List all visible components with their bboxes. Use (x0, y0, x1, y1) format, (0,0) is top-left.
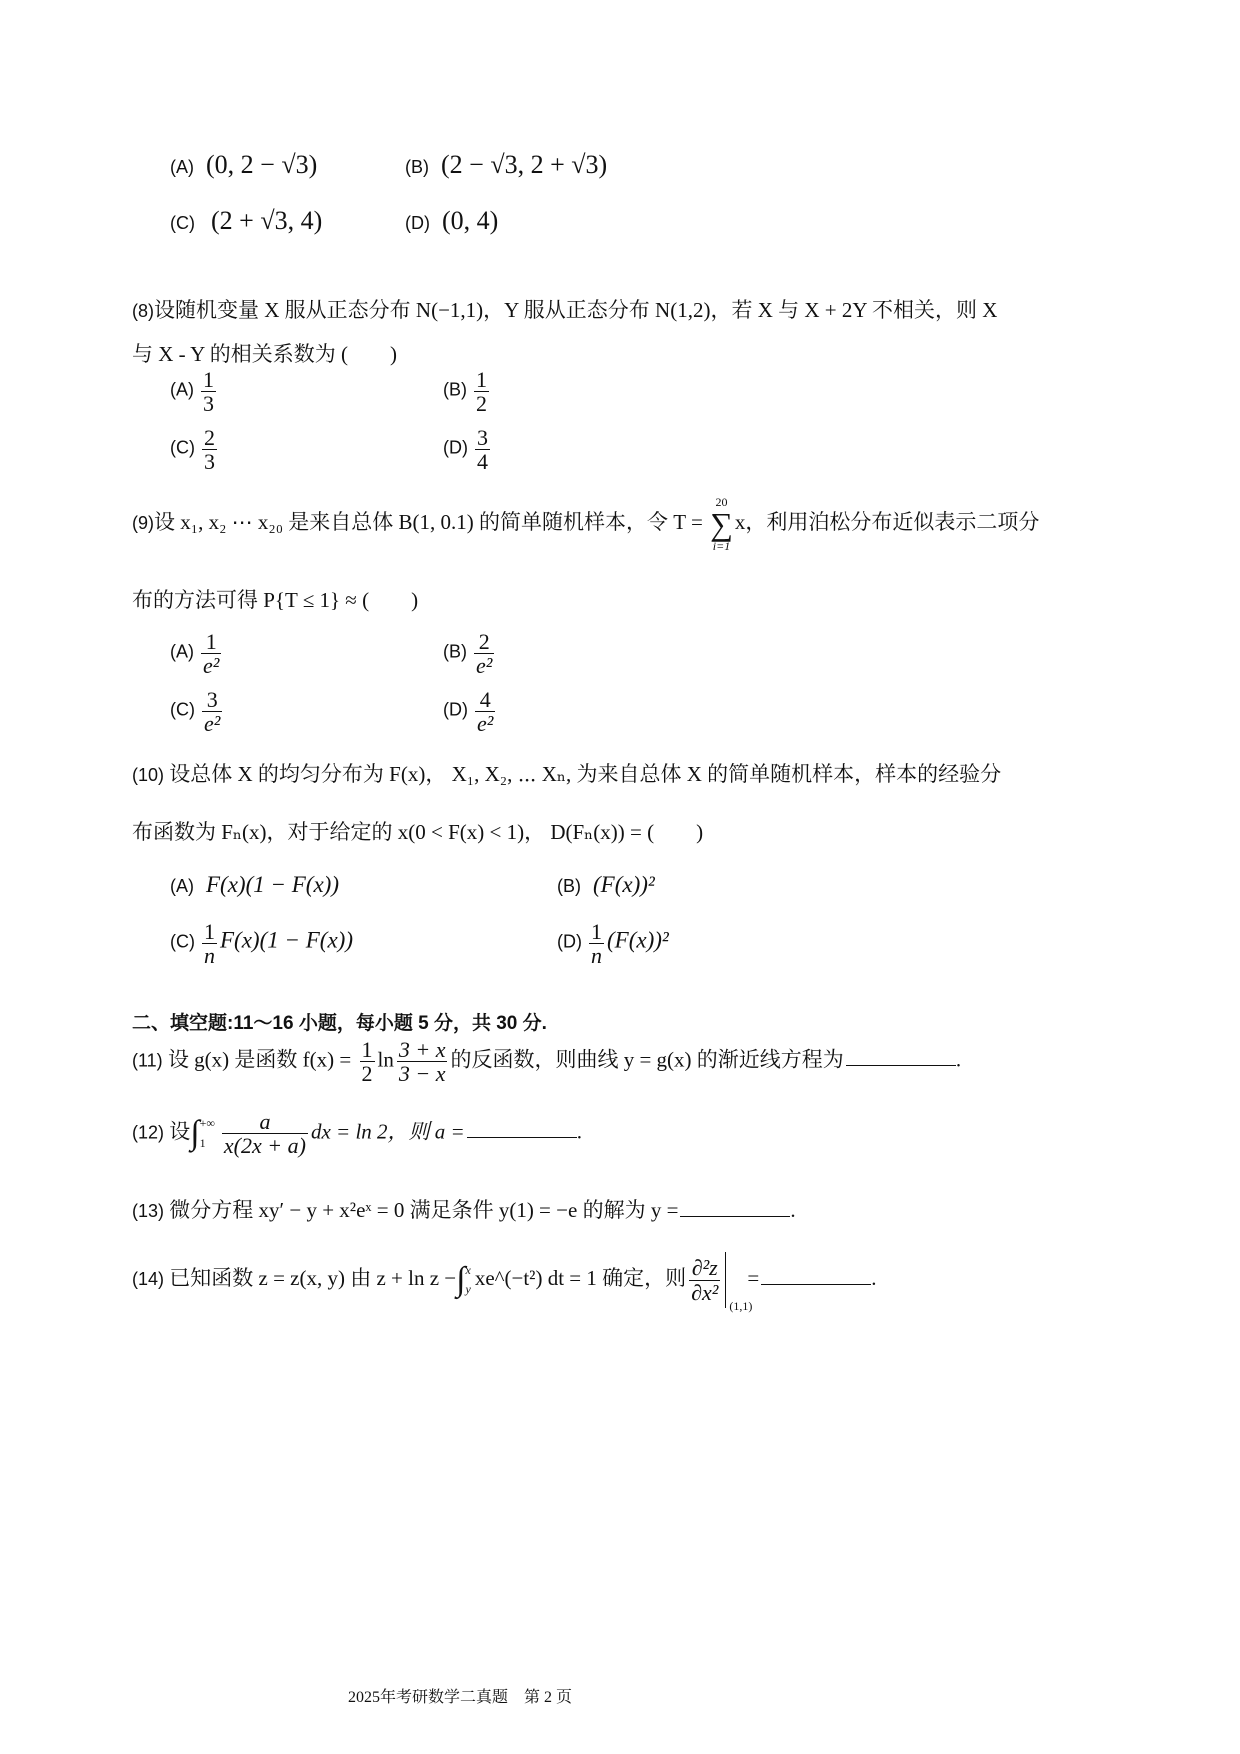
option-label: (A) (170, 157, 194, 177)
q9-line2: 布的方法可得 P{T ≤ 1} ≈ ( ) (132, 588, 419, 612)
option-value: (0, 2 − √3) (206, 150, 318, 179)
question-text: 设 (169, 1119, 191, 1144)
option-value: (F(x))² (607, 927, 669, 953)
q7-option-b (405, 150, 607, 180)
q9-option-b (443, 630, 497, 677)
q9-line1 (132, 496, 1039, 552)
question-text: 微分方程 xy′ − y + x²eˣ = 0 满足条件 y(1) = −e 的解为 y = (169, 1198, 679, 1222)
option-value: F(x)(1 − F(x)) (206, 872, 339, 897)
option-fraction: $\frac{1}{n}$ (204, 919, 215, 969)
q7-option-a (170, 150, 317, 180)
q8-option-c (170, 426, 220, 473)
q9-option-d (443, 688, 498, 735)
section-title: 二、填空题:11～16 小题，每小题 5 分，共 30 分. (132, 1013, 547, 1034)
fraction-half: $\frac{1}{2}$ (361, 1037, 373, 1087)
q8-option-b (443, 368, 492, 415)
question-text: 已知函数 z = z(x, y) 由 z + ln z − (169, 1265, 457, 1290)
question-number: (12) (132, 1122, 165, 1143)
option-label: (D) (443, 699, 468, 720)
page-footer: 2025年考研数学二真题 第 2 页 (348, 1689, 573, 1706)
option-fraction: $\frac{3}{\text{e²}}$ (204, 687, 221, 737)
q10-line2: 布函数为 Fₙ(x)，对于给定的 x(0 < F(x) < 1)， D(Fₙ(x)) = ( ) (132, 820, 704, 844)
q14 (132, 1252, 877, 1313)
option-fraction: $\frac{1}{2}$ (476, 367, 487, 417)
option-fraction: $\frac{3}{4}$ (477, 425, 488, 475)
question-text: 设 x₁, x₂ ⋯ x₂₀ 是来自总体 B(1, 0.1) 的简单随机样本，令 T = (154, 509, 709, 534)
option-label: (D) (557, 931, 582, 952)
integral-sign: ∫ (456, 1261, 466, 1298)
question-number: (11) (132, 1050, 163, 1071)
integral-limits: x y (465, 1262, 471, 1296)
q11 (132, 1038, 961, 1085)
q13 (132, 1194, 796, 1224)
option-value: F(x)(1 − F(x)) (220, 927, 353, 953)
q9-option-c (170, 688, 225, 735)
question-text: xe^(−t²) dt = 1 确定，则 (474, 1265, 687, 1290)
option-label: (C) (170, 437, 195, 458)
question-text: x，利用泊松分布近似表示二项分 (734, 509, 1040, 534)
q8-line2: 与 X - Y 的相关系数为 ( ) (132, 342, 398, 366)
integral-sign: ∫ (190, 1114, 200, 1152)
option-label: (A) (170, 379, 194, 400)
question-text: 设随机变量 X 服从正态分布 N(−1,1)，Y 服从正态分布 N(1,2)，若 X 与 X + 2Y 不相关，则 X (154, 298, 998, 322)
option-label: (A) (170, 641, 194, 662)
equals-sign: = (747, 1265, 760, 1290)
integral-limits: +∞ 1 (199, 1116, 215, 1150)
evaluation-bar: (1,1) (725, 1252, 726, 1308)
option-fraction: $\frac{1}{n}$ (591, 919, 602, 969)
option-value: (2 − √3, 2 + √3) (441, 150, 608, 179)
period: . (576, 1119, 582, 1144)
option-label: (B) (405, 157, 429, 177)
summation: 20 ∑ i=1 (710, 495, 733, 553)
fraction-log-arg: $\frac{3 + x}{3 - x}$ (398, 1037, 446, 1087)
answer-blank[interactable] (680, 1196, 790, 1217)
option-fraction: $\frac{1}{3}$ (203, 367, 214, 417)
q10-option-c (170, 920, 353, 967)
q9-option-a (170, 630, 224, 677)
q7-option-d (405, 206, 498, 236)
answer-blank[interactable] (846, 1045, 956, 1066)
answer-blank[interactable] (761, 1264, 871, 1285)
question-number: (10) (132, 765, 165, 785)
partial-derivative-fraction: $\frac{\text{∂²z}}{\text{∂x²}}$ (691, 1255, 719, 1305)
option-label: (C) (170, 699, 195, 720)
q10-option-b (557, 872, 655, 898)
option-fraction: $\frac{4}{\text{e²}}$ (477, 687, 494, 737)
q8-option-a (170, 368, 219, 415)
option-fraction: $\frac{1}{\text{e²}}$ (203, 629, 220, 679)
option-label: (B) (557, 876, 581, 896)
question-number: (8) (132, 301, 154, 321)
q12 (132, 1110, 582, 1157)
option-value: (F(x))² (593, 872, 655, 897)
option-value: (0, 4) (442, 206, 499, 235)
q8-option-d (443, 426, 493, 473)
period: . (790, 1198, 796, 1222)
option-label: (D) (405, 213, 430, 233)
question-text: dx = ln 2，则 a = (310, 1119, 465, 1144)
option-label: (B) (443, 641, 467, 662)
question-text: 设 g(x) 是函数 f(x) = (167, 1047, 357, 1072)
option-label: (C) (170, 931, 195, 952)
q8-line1 (132, 294, 997, 324)
integrand-fraction: $\frac{a}{x(2x + a)}$ (223, 1109, 306, 1159)
q10-option-a (170, 872, 339, 898)
option-value: (2 + √3, 4) (211, 206, 323, 235)
option-label: (C) (170, 213, 195, 233)
question-number: (14) (132, 1268, 165, 1289)
question-text: 设总体 X 的均匀分布为 F(x)， X₁, X₂, ⋯ Xₙ, 为来自总体 X 的简单随机样本，样本的经验分 (169, 762, 1002, 786)
answer-blank[interactable] (467, 1117, 577, 1138)
q10-line1 (132, 758, 1001, 788)
question-number: (13) (132, 1201, 165, 1221)
q7-option-c (170, 206, 322, 236)
q10-option-d (557, 920, 669, 967)
period: . (955, 1047, 962, 1072)
option-label: (D) (443, 437, 468, 458)
option-fraction: $\frac{2}{3}$ (204, 425, 215, 475)
question-number: (9) (132, 512, 154, 533)
ln-operator: ln (377, 1047, 394, 1072)
period: . (871, 1265, 877, 1290)
option-label: (A) (170, 876, 194, 896)
option-label: (B) (443, 379, 467, 400)
question-text: 的反函数，则曲线 y = g(x) 的渐近线方程为 (450, 1047, 844, 1072)
option-fraction: $\frac{2}{\text{e²}}$ (476, 629, 493, 679)
